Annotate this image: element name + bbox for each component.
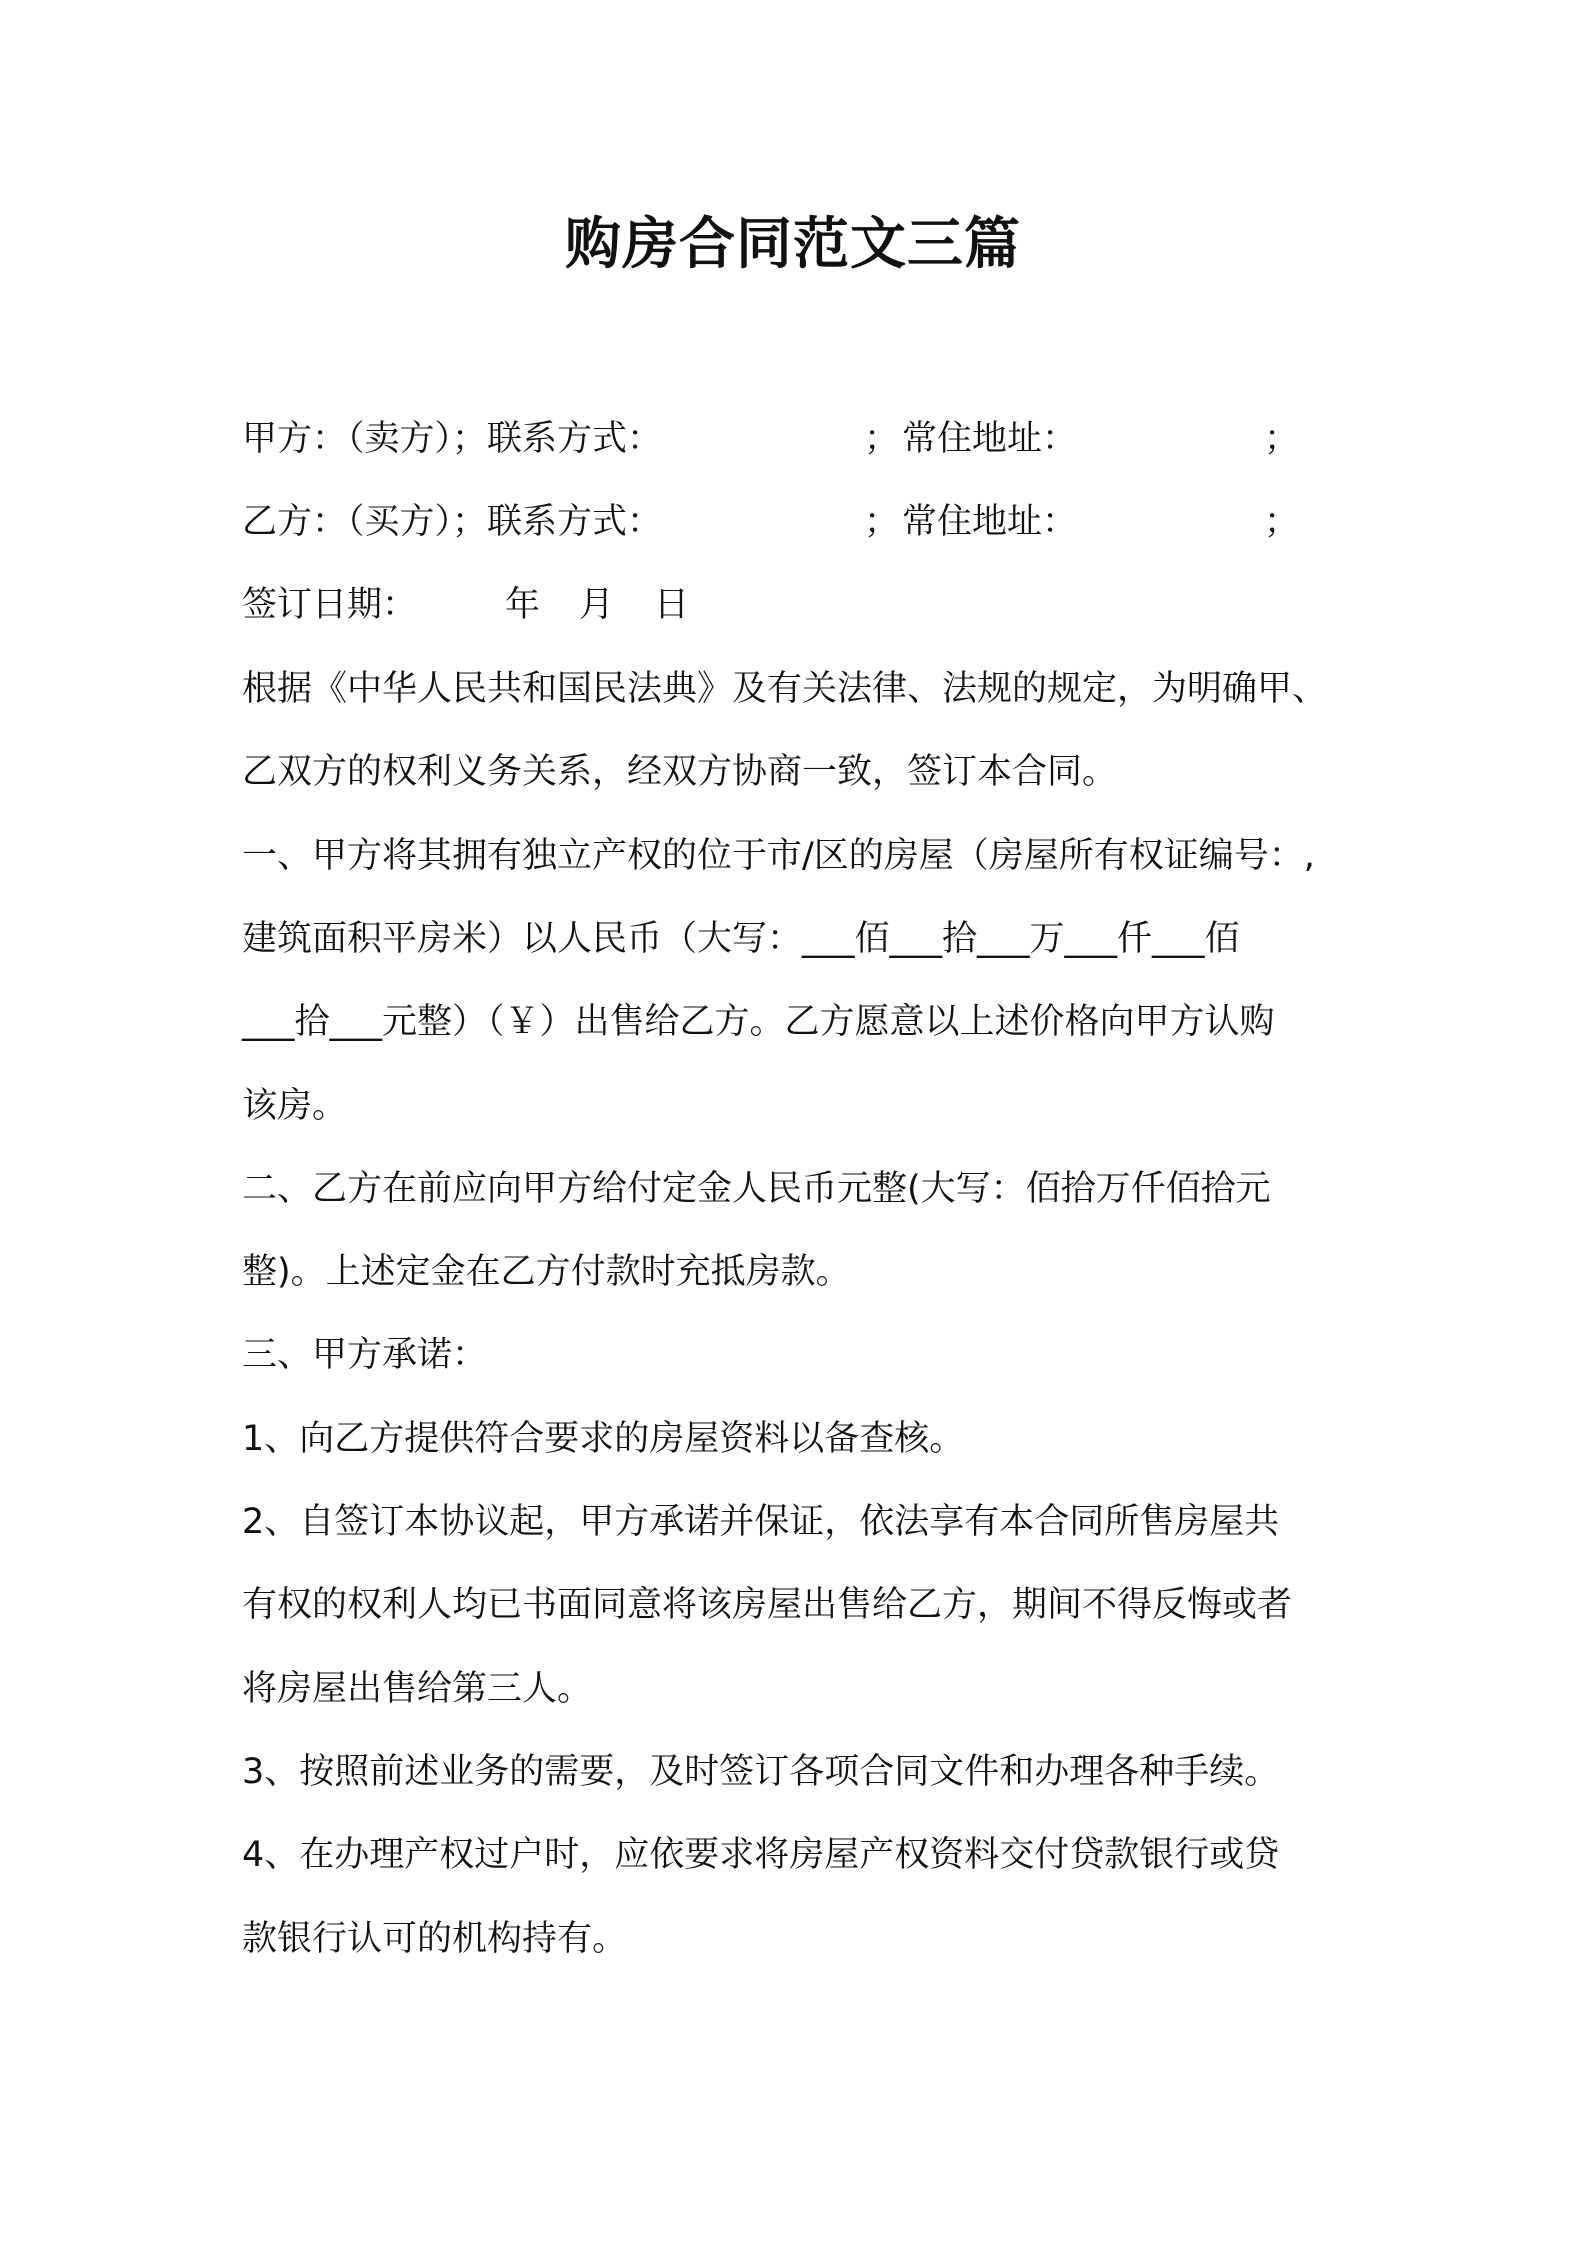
sign-date-month: 月 xyxy=(579,585,615,625)
party-a-separator: ； xyxy=(864,419,900,459)
body-line: 该房。 xyxy=(242,1086,348,1126)
party-b-end: ； xyxy=(1264,502,1300,542)
body-line: 将房屋出售给第三人。 xyxy=(242,1669,593,1709)
party-b-label: 乙方：（买方）；联系方式： xyxy=(242,502,663,542)
document-title: 购房合同范文三篇 xyxy=(565,212,1021,277)
sign-date-year: 年 xyxy=(505,585,541,625)
body-line: 1、向乙方提供符合要求的房屋资料以备查核。 xyxy=(242,1419,965,1459)
party-a-label: 甲方：（卖方）；联系方式： xyxy=(242,419,663,459)
body-line: 2、自签订本协议起，甲方承诺并保证，依法享有本合同所售房屋共 xyxy=(242,1502,1280,1542)
sign-date-label: 签订日期： xyxy=(242,585,418,625)
body-line: 建筑面积平房米）以人民币（大写：___佰___拾___万___仟___佰 xyxy=(242,919,1240,959)
party-b-separator: ； xyxy=(864,502,900,542)
body-line: 乙双方的权利义务关系，经双方协商一致，签订本合同。 xyxy=(242,752,1118,792)
body-line: 4、在办理产权过户时，应依要求将房屋产权资料交付贷款银行或贷 xyxy=(242,1835,1280,1875)
body-line: 二、乙方在前应向甲方给付定金人民币元整(大写：佰拾万仟佰拾元 xyxy=(242,1169,1271,1209)
body-line: 根据《中华人民共和国民法典》及有关法律、法规的规定，为明确甲、 xyxy=(242,669,1328,709)
body-line: 款银行认可的机构持有。 xyxy=(242,1919,628,1959)
party-b-address-label: 常住地址： xyxy=(902,502,1078,542)
body-line: 一、甲方将其拥有独立产权的位于市/区的房屋（房屋所有权证编号：, xyxy=(242,836,1315,876)
body-line: ___拾___元整）（￥）出售给乙方。乙方愿意以上述价格向甲方认购 xyxy=(242,1002,1275,1042)
party-a-address-label: 常住地址： xyxy=(902,419,1078,459)
body-line: 三、甲方承诺： xyxy=(242,1335,488,1375)
sign-date-day: 日 xyxy=(654,585,690,625)
body-line: 整)。上述定金在乙方付款时充抵房款。 xyxy=(242,1252,851,1292)
body-line: 3、按照前述业务的需要，及时签订各项合同文件和办理各种手续。 xyxy=(242,1752,1280,1792)
party-a-end: ； xyxy=(1264,419,1300,459)
body-line: 有权的权利人均已书面同意将该房屋出售给乙方，期间不得反悔或者 xyxy=(242,1585,1293,1625)
